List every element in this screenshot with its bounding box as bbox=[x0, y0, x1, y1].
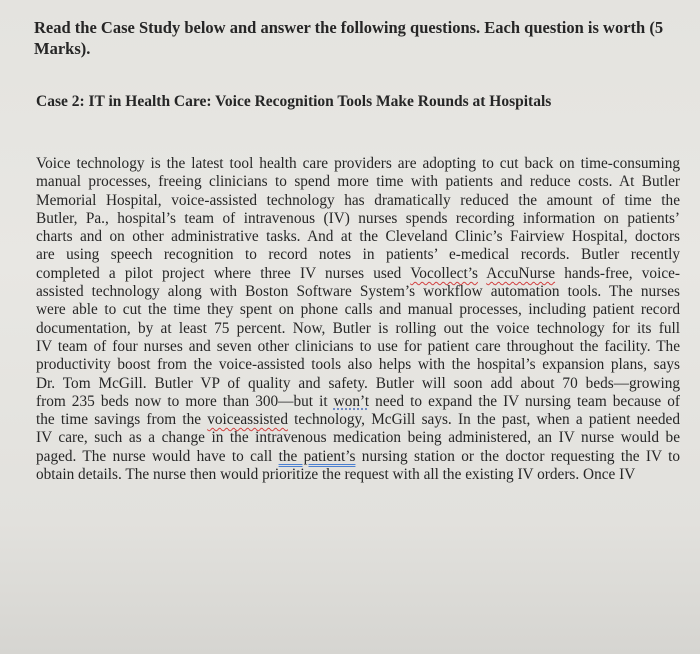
text-segment: IV care, such as a change in the intravenous medication being administered, an IV nurse would be bbox=[36, 429, 680, 447]
text-segment: completed a pilot project where three IV nurses used bbox=[36, 264, 411, 282]
text-line bbox=[36, 246, 680, 264]
text-line bbox=[36, 155, 680, 173]
text-line bbox=[36, 173, 680, 191]
text-segment: productivity boost from the voice-assisted tools also helps with the hospital’s expansion plans, says bbox=[36, 356, 680, 374]
text-segment: paged. The nurse would have to call bbox=[36, 447, 279, 465]
text-segment: were able to cut the time they spent on phone calls and manual processes, including patient record bbox=[36, 301, 680, 319]
text-segment: IV team of four nurses and seven other clinicians to use for patient care throughout the facility. The bbox=[36, 337, 680, 355]
text-segment: Voice technology is the latest tool health care providers are adopting to cut back on time-consuming bbox=[36, 155, 680, 172]
spellcheck-marked-word: AccuNurse bbox=[486, 264, 556, 282]
spellcheck-marked-word: voiceassisted bbox=[207, 411, 288, 429]
case-title: Case 2: IT in Health Care: Voice Recognition Tools Make Rounds at Hospitals bbox=[36, 93, 552, 110]
text-line bbox=[36, 411, 680, 429]
text-segment: are using speech recognition to record notes in patients’ e-medical records. Butler recently bbox=[36, 246, 680, 264]
text-line bbox=[36, 228, 680, 246]
text-segment: documentation, by at least 75 percent. Now, Butler is rolling out the voice technology for its full bbox=[36, 319, 680, 337]
text-segment: technology, McGill says. In the past, when a patient needed bbox=[287, 411, 680, 429]
text-segment: need to expand the IV nursing team because of bbox=[369, 392, 681, 410]
text-line bbox=[36, 301, 680, 319]
spellcheck-marked-word: won’t bbox=[333, 392, 370, 410]
text-segment: Dr. Tom McGill. Butler VP of quality and safety. Butler will soon add about 70 beds—growing bbox=[36, 374, 680, 392]
text-segment: Butler, Pa., hospital’s team of intravenous (IV) nurses spends recording information on patients’ bbox=[36, 209, 680, 227]
spellcheck-marked-word: Vocollect’s bbox=[410, 264, 478, 282]
text-line bbox=[36, 429, 680, 447]
text-segment: Memorial Hospital, voice-assisted technology has dramatically reduced the amount of time the bbox=[36, 191, 680, 209]
text-line bbox=[36, 265, 680, 283]
text-line bbox=[36, 375, 680, 393]
text-segment: from 235 beds now to more than 300—but it bbox=[36, 392, 334, 410]
text-line bbox=[36, 192, 680, 210]
instructions-heading: Read the Case Study below and answer the following questions. Each question is worth (5 Marks). bbox=[34, 18, 664, 58]
text-line bbox=[36, 210, 680, 228]
text-line bbox=[36, 356, 680, 374]
text-segment: manual processes, freeing clinicians to spend more time with patients and reduce costs. At Butler bbox=[36, 173, 680, 191]
text-line bbox=[36, 393, 680, 411]
text-line bbox=[36, 283, 680, 301]
spellcheck-marked-word: the patient’s bbox=[278, 447, 356, 465]
text-segment: nursing station or the doctor requesting the IV to bbox=[355, 447, 681, 465]
text-segment: obtain details. The nurse then would prioritize the request with all the existing IV orders. Once IV bbox=[36, 466, 636, 484]
text-segment: assisted technology along with Boston Software System’s workflow automation tools. The nurses bbox=[36, 283, 680, 301]
text-segment: the time savings from the bbox=[36, 411, 208, 429]
case-body-text bbox=[36, 155, 680, 484]
text-segment: charts and on other administrative tasks. And at the Cleveland Clinic’s Fairview Hospital, doctors bbox=[36, 228, 680, 246]
text-segment: hands-free, voice- bbox=[555, 264, 680, 282]
text-line bbox=[36, 320, 680, 338]
text-line bbox=[36, 338, 680, 356]
text-segment bbox=[478, 265, 486, 282]
text-line bbox=[36, 466, 680, 484]
text-line bbox=[36, 448, 680, 466]
